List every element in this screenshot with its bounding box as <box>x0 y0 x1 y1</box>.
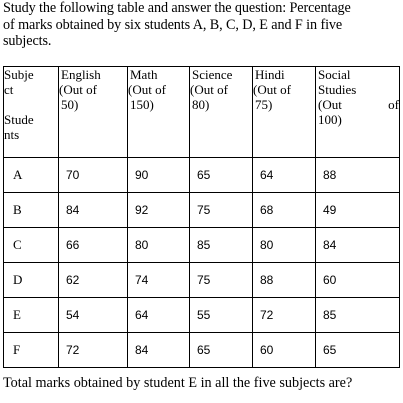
social-cell: 49 <box>316 193 400 228</box>
science-cell: 55 <box>190 298 253 333</box>
student-cell: C <box>4 228 59 263</box>
science-cell: 75 <box>190 193 253 228</box>
social-cell: 85 <box>316 298 400 333</box>
student-cell: D <box>4 263 59 298</box>
english-cell: 54 <box>59 298 128 333</box>
question-line-1: Study the following table and answer the question: Percentage <box>3 0 351 16</box>
english-cell: 72 <box>59 333 128 368</box>
science-cell: 75 <box>190 263 253 298</box>
question-text <box>3 0 399 50</box>
table-row <box>4 228 400 263</box>
header-social-studies: Social Studies (Out of 100) <box>316 67 400 158</box>
hindi-cell: 64 <box>253 158 316 193</box>
math-cell: 92 <box>128 193 190 228</box>
student-cell: B <box>4 193 59 228</box>
table-row <box>4 193 400 228</box>
student-cell: E <box>4 298 59 333</box>
social-cell: 65 <box>316 333 400 368</box>
hindi-cell: 88 <box>253 263 316 298</box>
math-cell: 90 <box>128 158 190 193</box>
english-cell: 70 <box>59 158 128 193</box>
student-cell: A <box>4 158 59 193</box>
table-row <box>4 158 400 193</box>
footer-question: Total marks obtained by student E in all the five subjects are? <box>3 375 353 391</box>
table-header-row <box>4 67 400 158</box>
hindi-cell: 80 <box>253 228 316 263</box>
social-cell: 84 <box>316 228 400 263</box>
question-line-3: subjects. <box>3 33 52 50</box>
hindi-cell: 60 <box>253 333 316 368</box>
english-cell: 66 <box>59 228 128 263</box>
header-math: Math (Out of 150) <box>128 67 190 158</box>
hindi-cell: 72 <box>253 298 316 333</box>
science-cell: 85 <box>190 228 253 263</box>
header-english: English (Out of 50) <box>59 67 128 158</box>
header-hindi: Hindi (Out of 75) <box>253 67 316 158</box>
cut-off-text <box>3 398 203 403</box>
table-row <box>4 333 400 368</box>
science-cell: 65 <box>190 333 253 368</box>
social-cell: 88 <box>316 158 400 193</box>
header-subject-students: Subje ct Stude nts <box>4 67 59 158</box>
math-cell: 84 <box>128 333 190 368</box>
student-cell: F <box>4 333 59 368</box>
english-cell: 84 <box>59 193 128 228</box>
table-row <box>4 298 400 333</box>
question-line-2: of marks obtained by six students A, B, C, D, E and F in five <box>3 16 343 33</box>
math-cell: 80 <box>128 228 190 263</box>
header-science: Science (Out of 80) <box>190 67 253 158</box>
science-cell: 65 <box>190 158 253 193</box>
marks-table <box>3 66 400 368</box>
social-cell: 60 <box>316 263 400 298</box>
math-cell: 74 <box>128 263 190 298</box>
table-row <box>4 263 400 298</box>
hindi-cell: 68 <box>253 193 316 228</box>
math-cell: 64 <box>128 298 190 333</box>
english-cell: 62 <box>59 263 128 298</box>
